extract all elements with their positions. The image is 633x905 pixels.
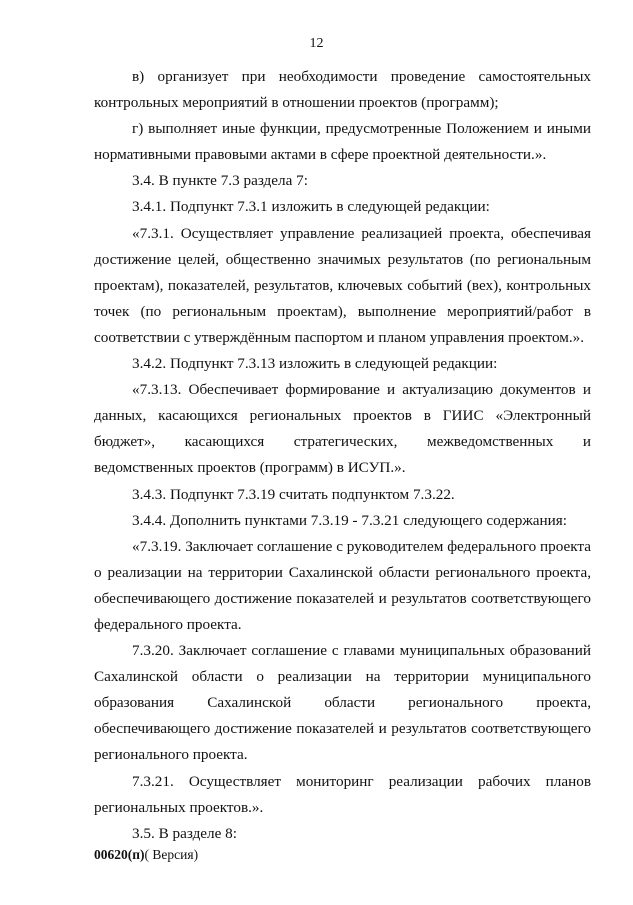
paragraph-3-4: 3.4. В пункте 7.3 раздела 7: [132, 172, 308, 190]
document-version: ( Версия) [144, 847, 199, 862]
paragraph-7-3-20: 7.3.20. Заключает соглашение с главами муниципальных образований Сахалинской области о реализации на территории муниципального образования Сахалинской области регионального проекта, обеспечивающего достижение показателей и результатов соответствующего регионального проекта. [94, 642, 591, 764]
paragraph-3-4-3: 3.4.3. Подпункт 7.3.19 считать подпунктом 7.3.22. [132, 485, 455, 503]
paragraph-7-3-13: «7.3.13. Обеспечивает формирование и актуализацию документов и данных, касающихся региональных проектов в ГИИС «Электронный бюджет», касающихся стратегических, межведомственных и ведомственных проектов (программ) в ИСУП.». [94, 381, 591, 477]
paragraph-3-5: 3.5. В разделе 8: [132, 824, 237, 842]
paragraph-item-v: в) организует при необходимости проведение самостоятельных контрольных мероприятий в отношении проектов (программ); [94, 68, 591, 112]
document-footer [94, 847, 198, 863]
paragraph-3-4-1: 3.4.1. Подпункт 7.3.1 изложить в следующей редакции: [132, 198, 490, 216]
paragraph-7-3-1: «7.3.1. Осуществляет управление реализацией проекта, обеспечивая достижение целей, общественно значимых результатов (по региональным проектам), показателей, результатов, ключевых событий (вех), контрольных точек (по региональным проектам), выполнение мероприятий/работ в соответствии с утверждённым паспортом и планом управления проектом.». [94, 224, 591, 346]
paragraph-7-3-19: «7.3.19. Заключает соглашение с руководителем федерального проекта о реализации на территории Сахалинской области регионального проекта, обеспечивающего достижение показателей и результатов соответствующего федерального проекта. [94, 537, 591, 633]
paragraph-7-3-21: 7.3.21. Осуществляет мониторинг реализации рабочих планов региональных проектов.». [94, 772, 591, 816]
paragraph-item-g: г) выполняет иные функции, предусмотренные Положением и иными нормативными правовыми актами в сфере проектной деятельности.». [94, 120, 591, 164]
document-body [94, 64, 591, 847]
paragraph-3-4-2: 3.4.2. Подпункт 7.3.13 изложить в следующей редакции: [132, 355, 498, 373]
page-number: 12 [309, 36, 324, 51]
paragraph-3-4-4: 3.4.4. Дополнить пунктами 7.3.19 - 7.3.21 следующего содержания: [132, 511, 568, 529]
document-code: 00620(п) [94, 847, 145, 862]
